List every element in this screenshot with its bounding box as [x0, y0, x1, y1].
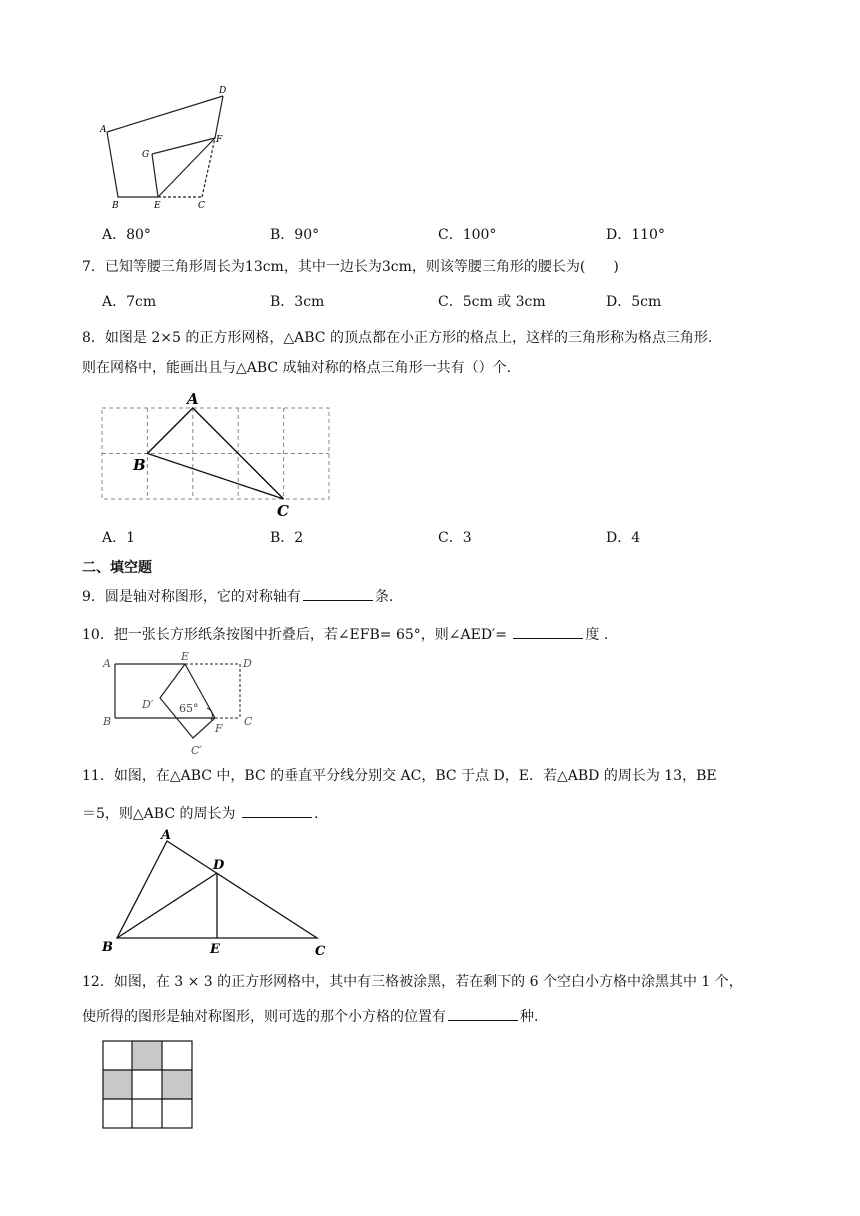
q6-option-d: D．110°	[606, 227, 665, 243]
q12-text-post: 种.	[520, 1009, 539, 1025]
q6-option-c: C．100°	[438, 227, 497, 243]
figure-q11-triangle	[95, 825, 335, 960]
q7-option-c: C．5cm 或 3cm	[438, 294, 546, 310]
q11-question-line1: 11．如图，在△ABC 中，BC 的垂直平分线分别交 AC，BC 于点 D，E．若△ABD 的周长为 13，BE	[82, 768, 717, 784]
label-b: B	[133, 456, 146, 474]
q10-answer-blank[interactable]	[513, 622, 583, 639]
q11-text-pre: ＝5，则△ABC 的周长为	[82, 806, 236, 822]
q8-question-line2: 则在网格中，能画出且与△ABC 成轴对称的格点三角形一共有（）个.	[82, 360, 512, 376]
label-e: E	[154, 201, 161, 211]
label-c: C	[315, 944, 326, 959]
figure-q12-3x3-grid	[102, 1040, 194, 1130]
label-a: A	[187, 390, 199, 408]
angle-label: 65°	[179, 702, 199, 715]
q10-text-post: 度 .	[585, 627, 609, 643]
q9-answer-blank[interactable]	[303, 584, 373, 601]
q7-option-d: D．5cm	[606, 294, 662, 310]
label-b: B	[112, 201, 119, 211]
q6-option-b: B．90°	[270, 227, 320, 243]
label-d: D	[213, 858, 225, 873]
q12-text-pre: 使所得的图形是轴对称图形，则可选的那个小方格的位置有	[82, 1009, 446, 1025]
q8-question-line1: 8．如图是 2×5 的正方形网格，△ABC 的顶点都在小正方形的格点上，这样的三角形称为格点三角形.	[82, 330, 713, 346]
label-e: E	[210, 942, 220, 957]
q8-option-d: D．4	[606, 530, 641, 546]
label-d: D	[243, 657, 252, 670]
label-a: A	[103, 657, 111, 670]
label-b: B	[103, 715, 112, 728]
q9-text-pre: 9．圆是轴对称图形，它的对称轴有	[82, 589, 301, 605]
label-g: G	[142, 150, 150, 160]
label-c-prime: C′	[191, 744, 202, 757]
q8-option-b: B．2	[270, 530, 304, 546]
q8-option-a: A．1	[102, 530, 136, 546]
label-d-prime: D′	[142, 698, 154, 711]
section-heading-fill-in: 二、填空题	[82, 560, 152, 576]
q10-text-pre: 10．把一张长方形纸条按图中折叠后，若∠EFB= 65°，则∠AED′=	[82, 627, 507, 643]
q12-question-line1: 12．如图，在 3 × 3 的正方形网格中，其中有三格被涂黑，若在剩下的 6 个空白小方格中涂黑其中 1 个，	[82, 974, 743, 990]
label-c: C	[198, 201, 205, 211]
q8-option-c: C．3	[438, 530, 472, 546]
q6-option-a: A．80°	[102, 227, 151, 243]
q9-text-post: 条.	[374, 589, 394, 605]
q12-question-line2	[82, 1004, 538, 1027]
q11-answer-blank[interactable]	[242, 801, 312, 818]
q11-text-post: .	[313, 806, 319, 822]
q7-option-a: A．7cm	[102, 294, 157, 310]
label-c: C	[244, 715, 253, 728]
label-b: B	[102, 940, 113, 955]
figure-q6-quadrilateral	[90, 82, 240, 212]
label-d: D	[219, 86, 227, 96]
q12-answer-blank[interactable]	[448, 1004, 518, 1021]
label-f: F	[215, 722, 223, 735]
q7-option-b: B．3cm	[270, 294, 325, 310]
q9-question	[82, 584, 393, 607]
q10-question	[82, 622, 608, 645]
q11-question-line2	[82, 801, 318, 824]
figure-q10-folded-strip	[95, 648, 265, 758]
label-f: F	[216, 135, 223, 145]
label-c: C	[277, 502, 289, 520]
q7-question: 7．已知等腰三角形周长为13cm，其中一边长为3cm，则该等腰三角形的腰长为( )	[82, 259, 619, 275]
figure-q8-grid-triangle	[95, 388, 340, 520]
label-e: E	[181, 650, 190, 663]
label-a: A	[100, 125, 107, 135]
label-a: A	[161, 828, 172, 843]
